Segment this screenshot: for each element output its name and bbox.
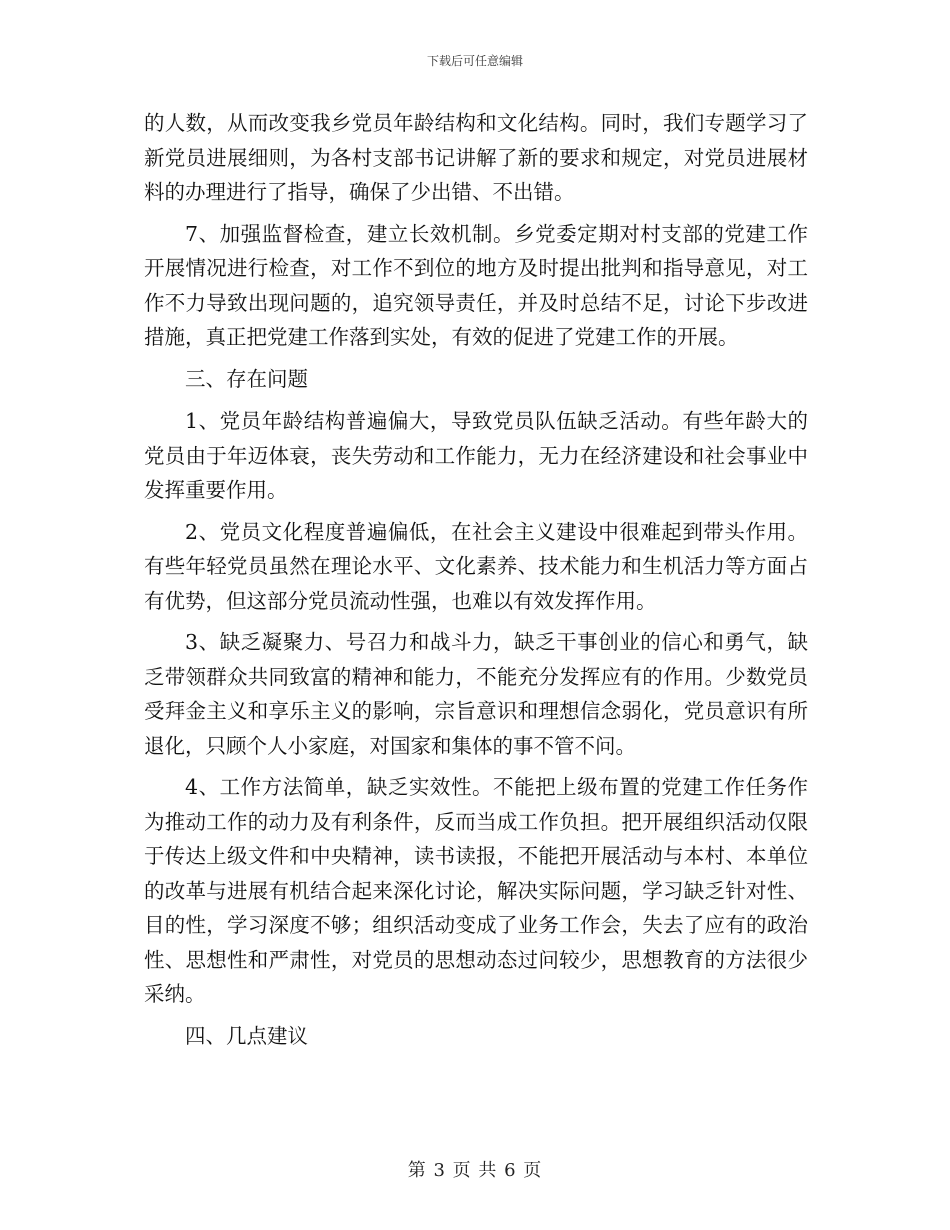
- paragraph-continued: 的人数，从而改变我乡党员年龄结构和文化结构。同时，我们专题学习了新党员进展细则，为各村支部书记讲解了新的要求和规定，对党员进展材料的办理进行了指导，确保了少出错、不出错。: [144, 111, 808, 204]
- paragraph-problem-3: 3、缺乏凝聚力、号召力和战斗力，缺乏干事创业的信心和勇气，缺乏带领群众共同致富的精神和能力，不能充分发挥应有的作用。少数党员受拜金主义和享乐主义的影响，宗旨意识和理想信念弱化，党员意识有所退化，只顾个人小家庭，对国家和集体的事不管不问。: [144, 630, 808, 758]
- paragraph-problem-1: 1、党员年龄结构普遍偏大，导致党员队伍缺乏活动。有些年龄大的党员由于年迈体衰，丧失劳动和工作能力，无力在经济建设和社会事业中发挥重要作用。: [144, 409, 808, 502]
- page-header: 下载后可任意编辑: [426, 54, 523, 68]
- section-heading-suggestions: 四、几点建议: [185, 1023, 308, 1048]
- paragraph-problem-2: 2、党员文化程度普遍偏低，在社会主义建设中很难起到带头作用。有些年轻党员虽然在理论水平、文化素养、技术能力和生机活力等方面占有优势，但这部分党员流动性强，也难以有效发挥作用。: [144, 519, 808, 613]
- paragraph-problem-4: 4、工作方法简单，缺乏实效性。不能把上级布置的党建工作任务作为推动工作的动力及有利条件，反而当成工作负担。把开展组织活动仅限于传达上级文件和中央精神，读书读报，不能把开展活动与本村、本单位的改革与进展有机结合起来深化讨论，解决实际问题，学习缺乏针对性、目的性，学习深度不够；组织活动变成了业务工作会，失去了应有的政治性、思想性和严肃性，对党员的思想动态过问较少，思想教育的方法很少采纳。: [144, 775, 808, 1006]
- paragraph-item-7: 7、加强监督检查，建立长效机制。乡党委定期对村支部的党建工作开展情况进行检查，对工作不到位的地方及时提出批判和指导意见，对工作不力导致出现问题的，追究领导责任，并及时总结不足，讨论下步改进措施，真正把党建工作落到实处，有效的促进了党建工作的开展。: [144, 221, 808, 349]
- section-heading-problems: 三、存在问题: [185, 366, 308, 391]
- document-body: [144, 106, 808, 1061]
- page-number: 第 3 页 共 6 页: [407, 1160, 543, 1181]
